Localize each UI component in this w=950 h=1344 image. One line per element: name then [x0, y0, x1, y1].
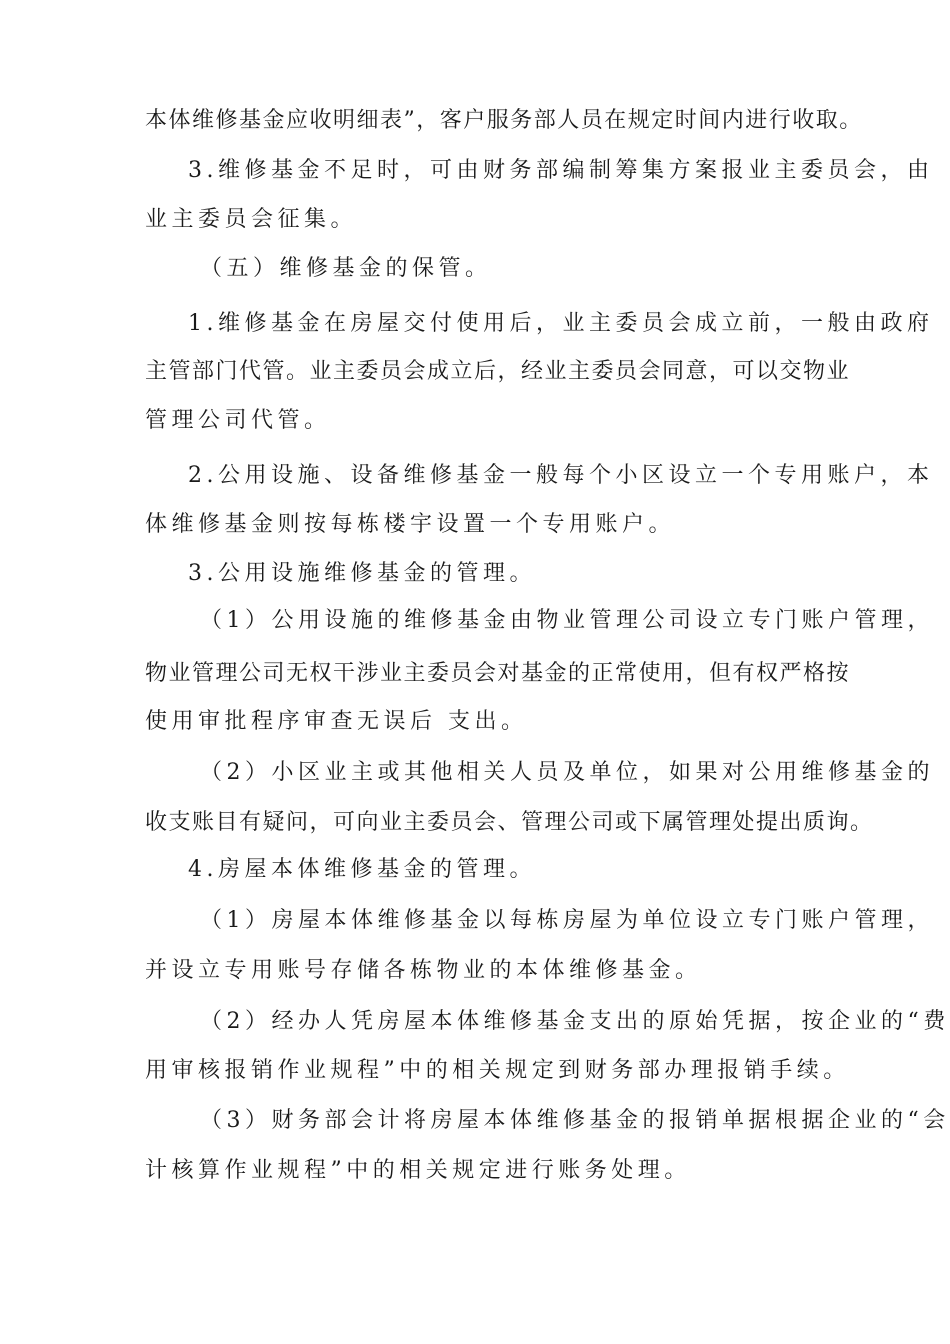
paragraph-line: 并设立专用账号存储各栋物业的本体维修基金。	[145, 958, 702, 983]
paragraph-line: 管理公司代管。	[145, 408, 331, 433]
paragraph-line: 物业管理公司无权干涉业主委员会对基金的正常使用，但有权严格按	[145, 661, 851, 686]
paragraph-line: 业主委员会征集。	[145, 207, 358, 232]
paragraph-line: 4.房屋本体维修基金的管理。	[188, 857, 536, 882]
paragraph-line: 1.维修基金在房屋交付使用后，业主委员会成立前，一般由政府	[188, 311, 934, 336]
paragraph-line: 3.维修基金不足时，可由财务部编制筹集方案报业主委员会，由	[188, 158, 934, 183]
paragraph-line: （2）小区业主或其他相关人员及单位，如果对公用维修基金的	[200, 760, 934, 785]
paragraph-line: （1）公用设施的维修基金由物业管理公司设立专门账户管理，	[200, 608, 934, 633]
paragraph-line: 用审核报销作业规程”中的相关规定到财务部办理报销手续。	[145, 1058, 850, 1083]
paragraph-line: 本体维修基金应收明细表”，客户服务部人员在规定时间内进行收取。	[145, 108, 863, 133]
section-heading: （五）维修基金的保管。	[200, 256, 492, 281]
paragraph-line: 收支账目有疑问，可向业主委员会、管理公司或下属管理处提出质询。	[145, 810, 874, 835]
paragraph-line: 3.公用设施维修基金的管理。	[188, 561, 536, 586]
paragraph-line: 2.公用设施、设备维修基金一般每个小区设立一个专用账户，本	[188, 463, 934, 488]
paragraph-line: 使用审批程序审查无误后 支出。	[145, 709, 528, 734]
paragraph-line: 计核算作业规程”中的相关规定进行账务处理。	[145, 1158, 691, 1183]
paragraph-line: （1）房屋本体维修基金以每栋房屋为单位设立专门账户管理，	[200, 908, 934, 933]
paragraph-line: （3）财务部会计将房屋本体维修基金的报销单据根据企业的“会	[200, 1108, 950, 1133]
paragraph-line: 体维修基金则按每栋楼宇设置一个专用账户。	[145, 512, 676, 537]
paragraph-line: 主管部门代管。业主委员会成立后，经业主委员会同意，可以交物业	[145, 359, 851, 384]
paragraph-line: （2）经办人凭房屋本体维修基金支出的原始凭据，按企业的“费	[200, 1009, 950, 1034]
